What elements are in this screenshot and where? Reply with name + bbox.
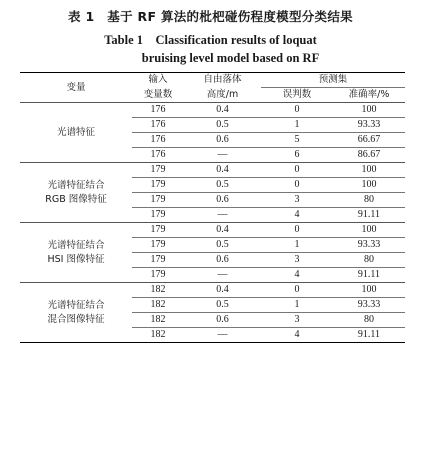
height-cell: 0.4 — [216, 224, 229, 235]
group-label-line: 光谱特征结合 — [47, 239, 105, 251]
input-count-cell: 182 — [150, 314, 166, 325]
height-cell: — — [217, 209, 228, 220]
accuracy-cell: 80 — [364, 194, 374, 205]
group-label — [20, 223, 132, 283]
table-row — [20, 103, 405, 118]
misjudged-cell: 5 — [294, 134, 300, 145]
accuracy-cell: 93.33 — [357, 299, 381, 310]
misjudged-cell: 4 — [294, 269, 300, 280]
misjudged-cell: 3 — [294, 314, 300, 325]
accuracy-cell: 93.33 — [357, 119, 381, 130]
header-fall-bottom: 高度/m — [206, 88, 239, 100]
accuracy-cell: 86.67 — [357, 149, 381, 160]
misjudged-cell: 3 — [294, 194, 300, 205]
table-body — [20, 103, 405, 343]
misjudged-cell: 1 — [294, 299, 300, 310]
header-input-top: 输入 — [148, 74, 168, 86]
height-cell: 0.6 — [216, 314, 229, 325]
accuracy-cell: 80 — [364, 314, 374, 325]
input-count-cell: 176 — [150, 104, 166, 115]
input-count-cell: 182 — [150, 329, 166, 340]
accuracy-cell: 100 — [361, 104, 377, 115]
header-fall-top: 自由落体 — [203, 74, 242, 86]
input-count-cell: 179 — [150, 254, 166, 265]
results-table — [20, 72, 405, 343]
height-cell: 0.4 — [216, 284, 229, 295]
misjudged-cell: 4 — [294, 209, 300, 220]
accuracy-cell: 100 — [361, 164, 377, 175]
height-cell: 0.4 — [216, 164, 229, 175]
table-row — [20, 163, 405, 178]
group-label — [20, 163, 132, 223]
misjudged-cell: 0 — [294, 284, 300, 295]
height-cell: 0.5 — [216, 179, 229, 190]
input-count-cell: 179 — [150, 269, 166, 280]
misjudged-cell: 6 — [294, 149, 300, 160]
accuracy-cell: 93.33 — [357, 239, 381, 250]
caption-chinese: 表 1 基于 RF 算法的枇杷碰伤程度模型分类结果 — [68, 9, 353, 24]
input-count-cell: 179 — [150, 194, 166, 205]
height-cell: — — [217, 269, 228, 280]
height-cell: 0.6 — [216, 134, 229, 145]
misjudged-cell: 0 — [294, 104, 300, 115]
group-label-line: RGB 图像特征 — [45, 193, 107, 205]
group-label — [20, 283, 132, 343]
table-header — [20, 73, 405, 103]
header-misjudged: 误判数 — [282, 89, 312, 100]
table-row — [20, 283, 405, 298]
height-cell: — — [217, 149, 228, 160]
group-label-line: HSI 图像特征 — [47, 253, 105, 265]
accuracy-cell: 100 — [361, 284, 377, 295]
accuracy-cell: 91.11 — [357, 269, 381, 280]
input-count-cell: 176 — [150, 134, 166, 145]
input-count-cell: 179 — [150, 224, 166, 235]
input-count-cell: 182 — [150, 299, 166, 310]
misjudged-cell: 4 — [294, 329, 300, 340]
table-caption — [0, 7, 421, 66]
height-cell: 0.5 — [216, 239, 229, 250]
height-cell: — — [217, 329, 228, 340]
misjudged-cell: 1 — [294, 239, 300, 250]
group-label-line: 光谱特征结合 — [47, 299, 105, 311]
accuracy-cell: 91.11 — [357, 209, 381, 220]
height-cell: 0.4 — [216, 104, 229, 115]
height-cell: 0.6 — [216, 194, 229, 205]
table-row — [20, 223, 405, 238]
accuracy-cell: 80 — [364, 254, 374, 265]
accuracy-cell: 66.67 — [357, 134, 381, 145]
group-label-line: 光谱特征 — [56, 126, 95, 138]
height-cell: 0.5 — [216, 119, 229, 130]
accuracy-cell: 91.11 — [357, 329, 381, 340]
accuracy-cell: 100 — [361, 224, 377, 235]
misjudged-cell: 0 — [294, 164, 300, 175]
input-count-cell: 179 — [150, 239, 166, 250]
misjudged-cell: 1 — [294, 119, 300, 130]
header-prediction-set: 预测集 — [261, 73, 405, 88]
header-accuracy: 准确率/% — [348, 89, 390, 100]
input-count-cell: 176 — [150, 149, 166, 160]
height-cell: 0.5 — [216, 299, 229, 310]
group-label — [20, 103, 132, 163]
input-count-cell: 176 — [150, 119, 166, 130]
caption-english-line1: Table 1 Classification results of loquat — [104, 33, 317, 47]
misjudged-cell: 0 — [294, 179, 300, 190]
misjudged-cell: 3 — [294, 254, 300, 265]
caption-english-line2: bruising level model based on RF — [141, 51, 320, 65]
header-input-bottom: 变量数 — [143, 88, 173, 100]
misjudged-cell: 0 — [294, 224, 300, 235]
input-count-cell: 179 — [150, 164, 166, 175]
accuracy-cell: 100 — [361, 179, 377, 190]
header-variable: 变量 — [20, 73, 132, 103]
group-label-line: 光谱特征结合 — [47, 179, 105, 191]
input-count-cell: 179 — [150, 179, 166, 190]
input-count-cell: 179 — [150, 209, 166, 220]
input-count-cell: 182 — [150, 284, 166, 295]
height-cell: 0.6 — [216, 254, 229, 265]
group-label-line: 混合图像特征 — [47, 313, 105, 325]
